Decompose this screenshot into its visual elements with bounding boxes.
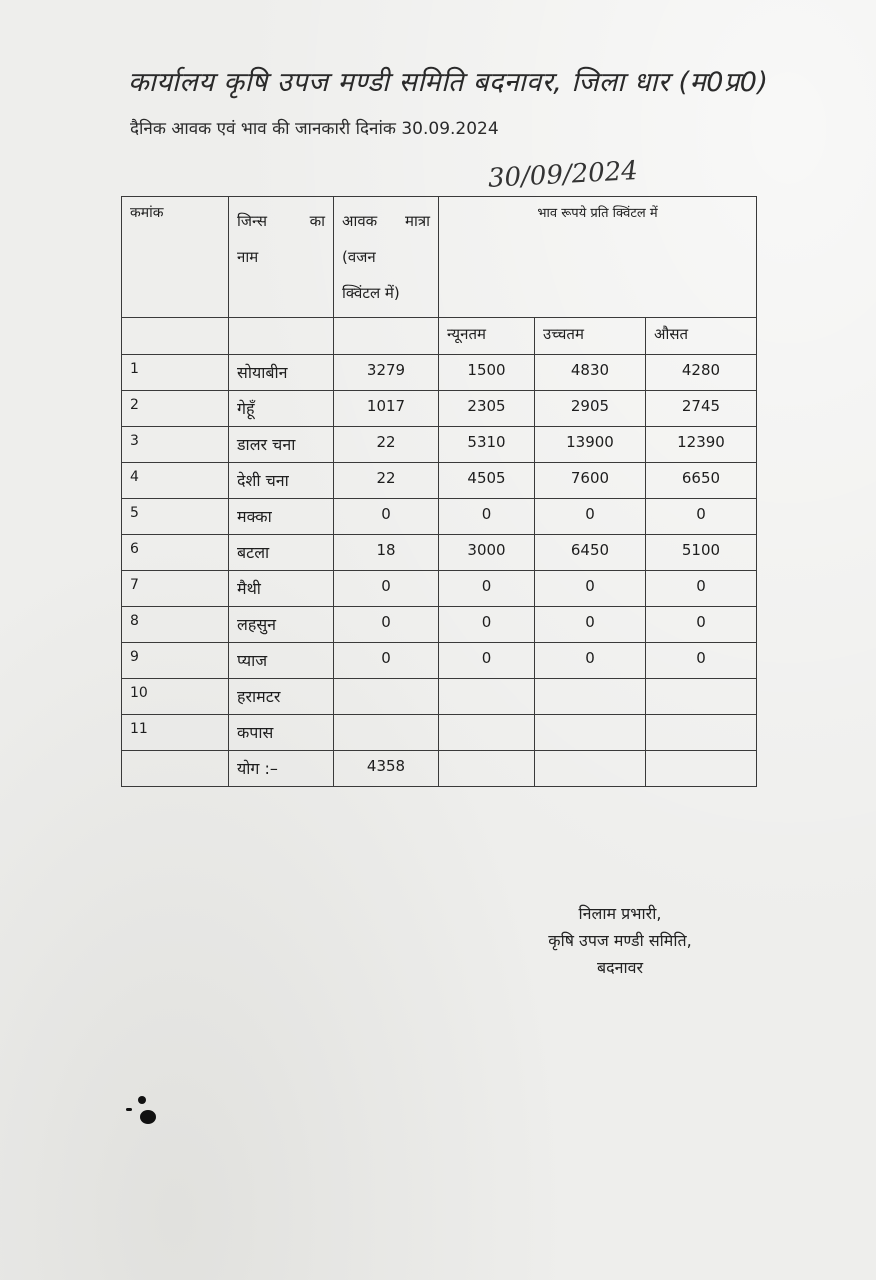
cell-max: 13900 (535, 427, 646, 463)
subtitle-text: दैनिक आवक एवं भाव की जानकारी दिनांक (130, 119, 396, 139)
cell-name: देशी चना (229, 463, 334, 499)
cell-avg: 12390 (645, 427, 756, 463)
header-name-word3: नाम (237, 248, 259, 266)
table-row (122, 391, 757, 427)
cell-avg: 2745 (645, 391, 756, 427)
cell-max: 2905 (535, 391, 646, 427)
header-name-word1: जिन्स (237, 212, 267, 230)
cell-name: कपास (229, 715, 334, 751)
col-header-serial: कमांक (122, 197, 229, 318)
cell-sr: 2 (122, 391, 229, 427)
cell-qty: 0 (334, 499, 439, 535)
table-row (122, 499, 757, 535)
cell-avg: 0 (645, 571, 756, 607)
table-row (122, 535, 757, 571)
cell-min: 0 (439, 499, 535, 535)
total-empty-serial (122, 751, 229, 787)
cell-sr: 4 (122, 463, 229, 499)
cell-sr: 7 (122, 571, 229, 607)
cell-min: 0 (439, 571, 535, 607)
cell-sr: 3 (122, 427, 229, 463)
arrival-rates-table (121, 196, 757, 787)
cell-min: 4505 (439, 463, 535, 499)
total-quantity: 4358 (334, 751, 439, 787)
cell-name: मैथी (229, 571, 334, 607)
table-body (122, 355, 757, 751)
cell-name: सोयाबीन (229, 355, 334, 391)
ink-spot (126, 1108, 132, 1111)
cell-name: मक्का (229, 499, 334, 535)
cell-avg: 4280 (645, 355, 756, 391)
cell-max: 0 (535, 643, 646, 679)
cell-min: 0 (439, 607, 535, 643)
subheader-empty-qty (334, 318, 439, 355)
office-title: कार्यालय कृषि उपज मण्डी समिति बदनावर, जिला धार (म0प्र0) (128, 67, 769, 98)
table-row (122, 355, 757, 391)
header-name-word2: का (309, 212, 325, 230)
table-row (122, 715, 757, 751)
header-qty-line2: (वजन (342, 248, 376, 266)
cell-sr: 5 (122, 499, 229, 535)
cell-sr: 9 (122, 643, 229, 679)
cell-name: हरामटर (229, 679, 334, 715)
table-row (122, 571, 757, 607)
subheader-empty-serial (122, 318, 229, 355)
cell-qty: 22 (334, 427, 439, 463)
cell-name: डालर चना (229, 427, 334, 463)
table-row (122, 463, 757, 499)
header-qty-word2: मात्रा (404, 212, 430, 230)
cell-avg (645, 679, 756, 715)
total-row (122, 751, 757, 787)
handwritten-date: 30/09/2024 (487, 156, 639, 194)
cell-avg: 6650 (645, 463, 756, 499)
col-header-rate-group: भाव रूपये प्रति क्विंटल में (439, 197, 757, 318)
ink-spot (140, 1110, 156, 1124)
cell-min: 2305 (439, 391, 535, 427)
cell-avg: 0 (645, 499, 756, 535)
cell-sr: 6 (122, 535, 229, 571)
table-row (122, 607, 757, 643)
cell-min: 5310 (439, 427, 535, 463)
cell-max: 0 (535, 607, 646, 643)
header-qty-line3: क्विंटल में) (342, 284, 400, 302)
cell-max: 6450 (535, 535, 646, 571)
cell-qty: 1017 (334, 391, 439, 427)
cell-max: 0 (535, 499, 646, 535)
col-header-max: उच्चतम (535, 318, 646, 355)
cell-qty (334, 679, 439, 715)
table-row (122, 427, 757, 463)
cell-sr: 11 (122, 715, 229, 751)
cell-qty: 18 (334, 535, 439, 571)
cell-sr: 10 (122, 679, 229, 715)
col-header-quantity (334, 197, 439, 318)
signature-line3: बदनावर (596, 958, 644, 977)
cell-max (535, 715, 646, 751)
cell-max: 4830 (535, 355, 646, 391)
cell-min (439, 715, 535, 751)
subheader-row (122, 318, 757, 355)
cell-qty (334, 715, 439, 751)
subheader-empty-name (229, 318, 334, 355)
signature-line1: निलाम प्रभारी, (578, 904, 662, 923)
cell-min: 3000 (439, 535, 535, 571)
cell-max: 7600 (535, 463, 646, 499)
cell-avg: 0 (645, 643, 756, 679)
cell-avg (645, 715, 756, 751)
ink-spot (138, 1096, 146, 1104)
col-header-avg: औसत (645, 318, 756, 355)
cell-qty: 0 (334, 643, 439, 679)
total-empty-min (439, 751, 535, 787)
cell-max (535, 679, 646, 715)
cell-name: गेहूँ (229, 391, 334, 427)
cell-avg: 5100 (645, 535, 756, 571)
cell-name: प्याज (229, 643, 334, 679)
cell-max: 0 (535, 571, 646, 607)
total-label: योग :– (229, 751, 334, 787)
subtitle-date: 30.09.2024 (401, 119, 499, 139)
cell-min: 0 (439, 643, 535, 679)
cell-min: 1500 (439, 355, 535, 391)
cell-qty: 0 (334, 571, 439, 607)
cell-sr: 8 (122, 607, 229, 643)
table-row (122, 643, 757, 679)
cell-sr: 1 (122, 355, 229, 391)
cell-min (439, 679, 535, 715)
header-qty-word1: आवक (342, 212, 378, 230)
cell-qty: 3279 (334, 355, 439, 391)
total-empty-avg (645, 751, 756, 787)
col-header-commodity (229, 197, 334, 318)
col-header-min: न्यूनतम (439, 318, 535, 355)
header-row (122, 197, 757, 318)
table-row (122, 679, 757, 715)
total-empty-max (535, 751, 646, 787)
signature-line2: कृषि उपज मण्डी समिति, (548, 931, 692, 950)
cell-qty: 22 (334, 463, 439, 499)
signature-block (520, 900, 720, 981)
cell-avg: 0 (645, 607, 756, 643)
report-subtitle (130, 116, 499, 139)
cell-name: बटला (229, 535, 334, 571)
cell-name: लहसुन (229, 607, 334, 643)
cell-qty: 0 (334, 607, 439, 643)
